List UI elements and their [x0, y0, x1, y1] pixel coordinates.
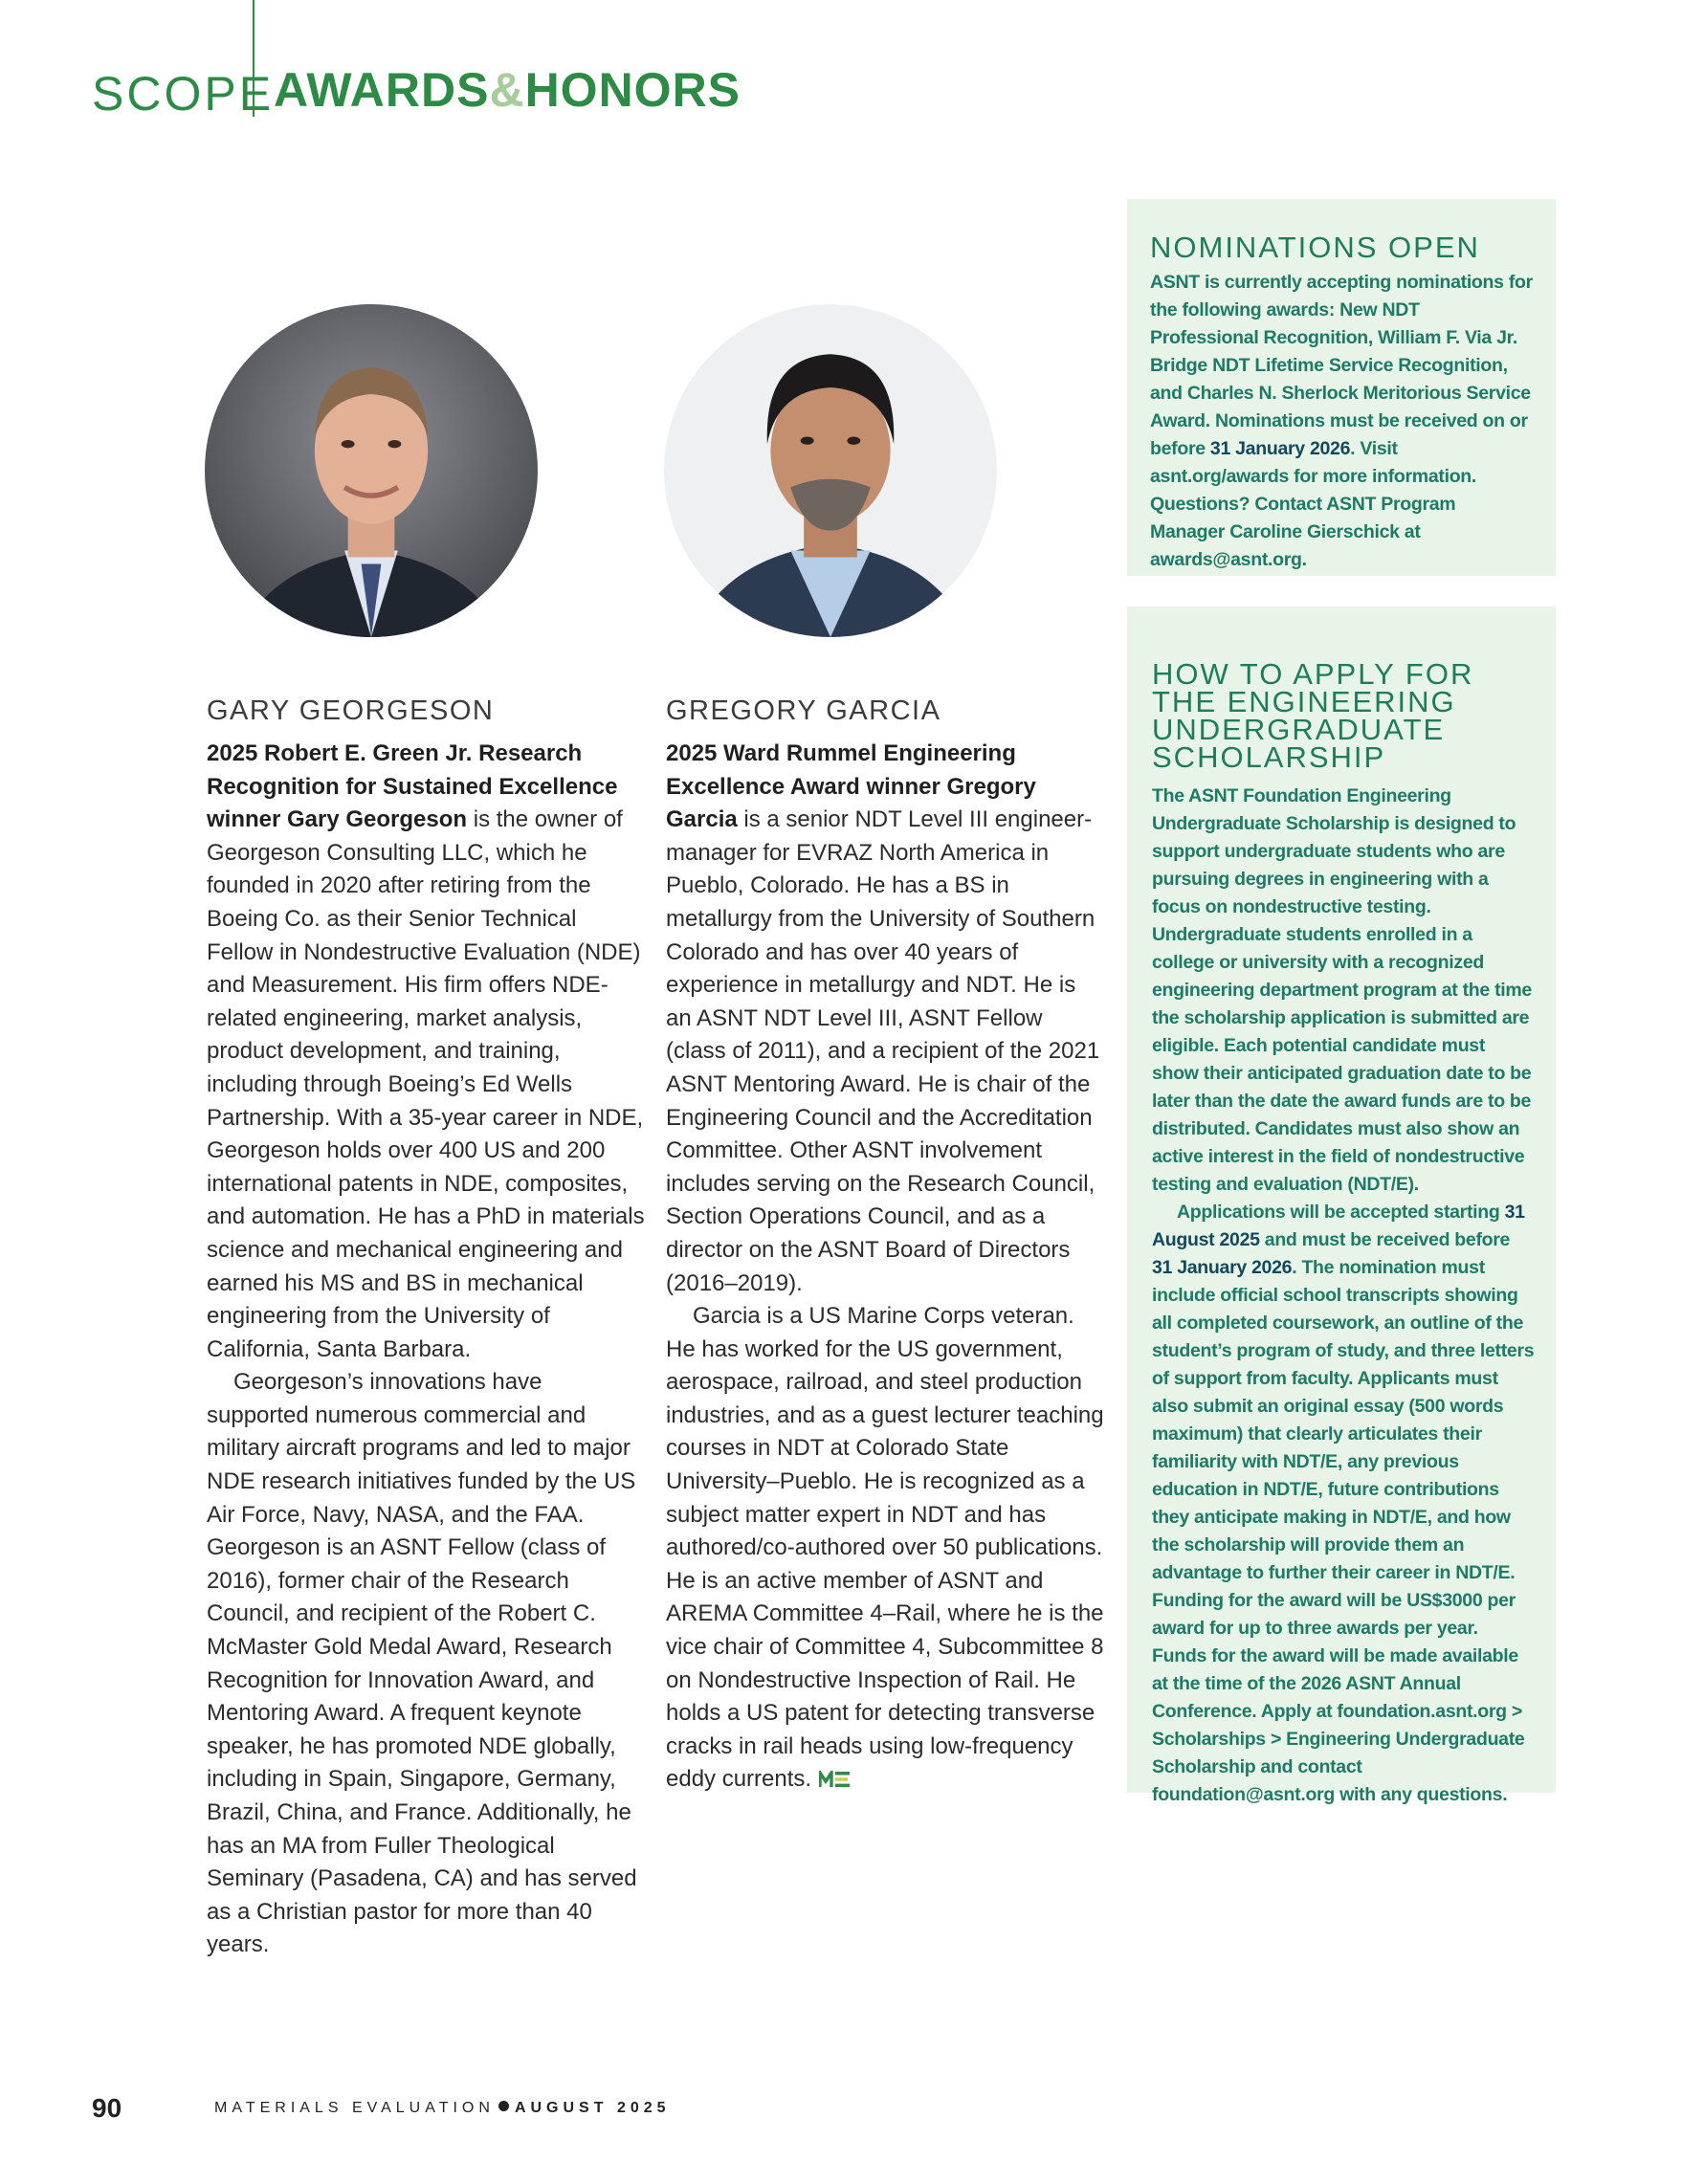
nominations-text	[1150, 269, 1533, 574]
portrait-gregory-garcia	[664, 304, 997, 637]
bullet-separator	[498, 2101, 509, 2111]
bio-paragraph-2	[666, 1300, 1106, 1797]
bio-paragraph	[207, 738, 647, 1366]
footer-publication	[214, 2100, 671, 2117]
bio-text-2: Garcia is a US Marine Corps veteran. He has worked for the US government, aerospace, railroad, and steel production industries, and as a guest lecturer teaching courses in NDT at Colorado State University–Pueblo. He is recognized as a subject matter expert in NDT and has authored/co-authored over 50 publications. He is an active member of ASNT and AREMA Committee 4–Rail, where he is the vice chair of Committee 4, Subcommittee 8 on Nondestructive Inspection of Rail. He holds a US patent for detecting transverse cracks in rail heads using low-frequency eddy currents.	[666, 1303, 1104, 1793]
scholarship-text-a: Applications will be accepted starting	[1177, 1202, 1505, 1223]
application-deadline: 31 January 2026	[1152, 1257, 1293, 1278]
scholarship-text-b: and must be received before	[1259, 1229, 1511, 1250]
person-name: GARY GEORGESON	[207, 695, 495, 726]
section-label: SCOPE	[92, 67, 275, 121]
profile-gary-georgeson	[207, 694, 647, 1962]
bio-paragraph-2: Georgeson’s innovations have supported numerous commercial and military aircraft programs and led to major NDE research initiatives funded by the US Air Force, Navy, NASA, and the FAA. Georgeson is an ASNT Fellow (class of 2016), former chair of the Research Council, and recipient of the Robert C. McMaster Gold Medal Award, Research Recognition for Innovation Award, and Mentoring Award. A frequent keynote speaker, he has promoted NDE globally, including in Spain, Singapore, Germany, Brazil, China, and France. Additionally, he has an MA from Fuller Theological Seminary (Pasadena, CA) and has served as a Christian pastor for more than 40 years.	[207, 1369, 637, 1958]
award-lead: 2025 Robert E. Green Jr. Research Recognition for Sustained Excellence winner Gary Georgeson	[207, 740, 618, 833]
title-part-awards: AWARDS	[274, 63, 490, 117]
award-lead: 2025 Ward Rummel Engineering Excellence Award winner Gregory Garcia	[666, 740, 1036, 833]
bio-paragraph	[666, 738, 1106, 1300]
portrait-gary-georgeson	[205, 304, 538, 637]
nominations-heading: NOMINATIONS OPEN	[1150, 231, 1480, 264]
scholarship-sidebar	[1127, 607, 1556, 1805]
scholarship-paragraph-2	[1152, 1199, 1535, 1809]
nominations-sidebar	[1127, 199, 1556, 576]
scholarship-paragraph-1: The ASNT Foundation Engineering Undergraduate Scholarship is designed to support undergraduate students who are pursuing degrees in engineering with a focus on nondestructive testing. Undergraduate students enrolled in a college or university with a recognized engineering department program at the time the scholarship application is submitted are eligible. Each potential candidate must show their anticipated graduation date to be later than the date the award funds are to be distributed. Candidates must also show an active interest in the field of nondestructive testing and evaluation (NDT/E).	[1152, 785, 1532, 1195]
nominations-text-a: ASNT is currently accepting nominations for the following awards: New NDT Professional Recognition, William F. Via Jr. Bridge NDT Lifetime Service Recognition, and Charles N. Sherlock Meritorious Service Award. Nominations must be received on or before	[1150, 272, 1533, 459]
scholarship-text	[1152, 783, 1535, 1809]
publication-name: MATERIALS EVALUATION	[214, 2100, 495, 2116]
page-number: 90	[92, 2093, 122, 2123]
issue-date: AUGUST 2025	[514, 2100, 671, 2116]
bio-text: is the owner of Georgeson Consulting LLC, which he founded in 2020 after retiring from the Boeing Co. as their Senior Technical Fellow in Nondestructive Evaluation (NDE) and Measurement. His firm offers NDE-related engineering, market analysis, product development, and training, including through Boeing’s Ed Wells Partnership. With a 35-year career in NDE, Georgeson holds over 400 US and 200 international patents in NDE, composites, and automation. He has a PhD in materials science and mechanical engineering and earned his MS and BS in mechanical engineering from the University of California, Santa Barbara.	[207, 806, 645, 1362]
person-name: GREGORY GARCIA	[666, 695, 941, 726]
nominations-text-b: . Visit asnt.org/awards for more information. Questions? Contact ASNT Program Manager Caroline Gierschick at awards@asnt.org.	[1150, 438, 1477, 570]
bio-text: is a senior NDT Level III engineer-manager for EVRAZ North America in Pueblo, Colorado. He has a BS in metallurgy from the University of Southern Colorado and has over 40 years of experience in metallurgy and NDT. He is an ASNT NDT Level III, ASNT Fellow (class of 2011), and a recipient of the 2021 ASNT Mentoring Award. He is chair of the Engineering Council and the Accreditation Committee. Other ASNT involvement includes serving on the Research Council, Section Operations Council, and as a director on the ASNT Board of Directors (2016–2019).	[666, 806, 1100, 1296]
page-title	[274, 63, 741, 117]
scholarship-heading: HOW TO APPLY FOR THE ENGINEERING UNDERGRADUATE SCHOLARSHIP	[1152, 657, 1474, 774]
application-start-date: 31 August 2025	[1152, 1202, 1525, 1250]
nominations-deadline: 31 January 2026	[1209, 438, 1351, 459]
profile-gregory-garcia	[666, 694, 1106, 1797]
me-logo-icon	[819, 1771, 852, 1788]
scholarship-text-c: . The nomination must include official school transcripts showing all completed coursework, an outline of the student’s program of study, and three letters of support from faculty. Applicants must also submit an original essay (500 words maximum) that clearly articulates their familiarity with NDT/E, any previous education in NDT/E, future contributions they anticipate making in NDT/E, and how the scholarship will provide them an advantage to further their career in NDT/E. Funding for the award will be US$3000 per award for up to three awards per year. Funds for the award will be made available at the time of the 2026 ASNT Annual Conference. Apply at foundation.asnt.org > Scholarships > Engineering Undergraduate Scholarship and contact foundation@asnt.org with any questions.	[1152, 1257, 1535, 1805]
title-ampersand: &	[489, 63, 525, 117]
title-part-honors: HONORS	[524, 63, 741, 117]
